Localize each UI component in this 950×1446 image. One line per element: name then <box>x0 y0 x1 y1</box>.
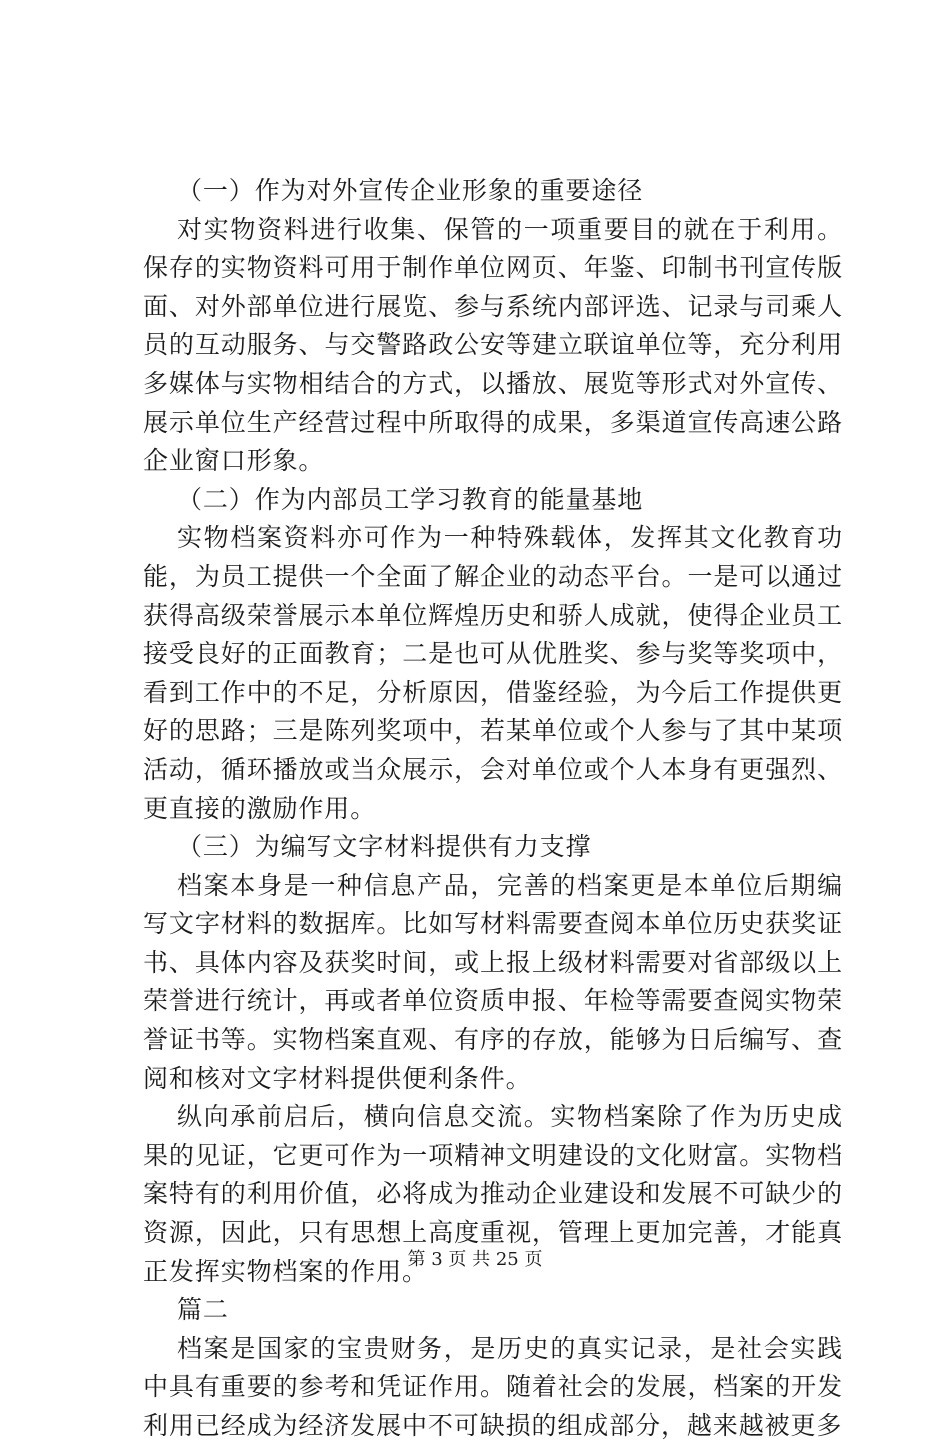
part-heading-pian-er: 篇二 <box>177 1295 229 1325</box>
section-heading-3: （三）为编写文字材料提供有力支撑 <box>177 832 592 862</box>
paragraph-1: 对实物资料进行收集、保管的一项重要目的就在于利用。保存的实物资料可用于制作单位网页、年鉴、印制书刊宣传版面、对外部单位进行展览、参与系统内部评选、记录与司乘人员的互动服务、与交警路政公安等建立联谊单位等，充分利用多媒体与实物相结合的方式，以播放、展览等形式对外宣传、展示单位生产经营过程中所取得的成果，多渠道宣传高速公路企业窗口形象。 <box>143 214 843 476</box>
section-heading-1: （一）作为对外宣传企业形象的重要途径 <box>177 176 644 205</box>
paragraph-3: 档案本身是一种信息产品，完善的档案更是本单位后期编写文字材料的数据库。比如写材料需要查阅本单位历史获奖证书、具体内容及获奖时间，或上报上级材料需要对省部级以上荣誉进行统计，再或者单位资质申报、年检等需要查阅实物荣誉证书等。实物档案直观、有序的存放，能够为日后编写、查阅和核对文字材料提供便利条件。 <box>143 870 843 1093</box>
page-number-footer: 第 3 页 共 25 页 <box>407 1249 543 1270</box>
paragraph-2: 实物档案资料亦可作为一种特殊载体，发挥其文化教育功能，为员工提供一个全面了解企业的动态平台。一是可以通过获得高级荣誉展示本单位辉煌历史和骄人成就，使得企业员工接受良好的正面教育；二是也可从优胜奖、参与奖等奖项中，看到工作中的不足，分析原因，借鉴经验，为今后工作提供更好的思路；三是陈列奖项中，若某单位或个人参与了其中某项活动，循环播放或当众展示，会对单位或个人本身有更强烈、更直接的激励作用。 <box>143 523 843 823</box>
section-heading-2: （二）作为内部员工学习教育的能量基地 <box>177 484 644 514</box>
paragraph-5: 档案是国家的宝贵财务，是历史的真实记录，是社会实践中具有重要的参考和凭证作用。随着社会的发展，档案的开发利用已经成为经济发展中不可缺损的组成部分，越来越被更多 <box>143 1333 843 1440</box>
paragraph-4: 纵向承前启后，横向信息交流。实物档案除了作为历史成果的见证，它更可作为一项精神文明建设的文化财富。实物档案特有的利用价值，必将成为推动企业建设和发展不可缺少的资源，因此，只有思想上高度重视，管理上更加完善，才能真正发挥实物档案的作用。 <box>143 1102 843 1286</box>
